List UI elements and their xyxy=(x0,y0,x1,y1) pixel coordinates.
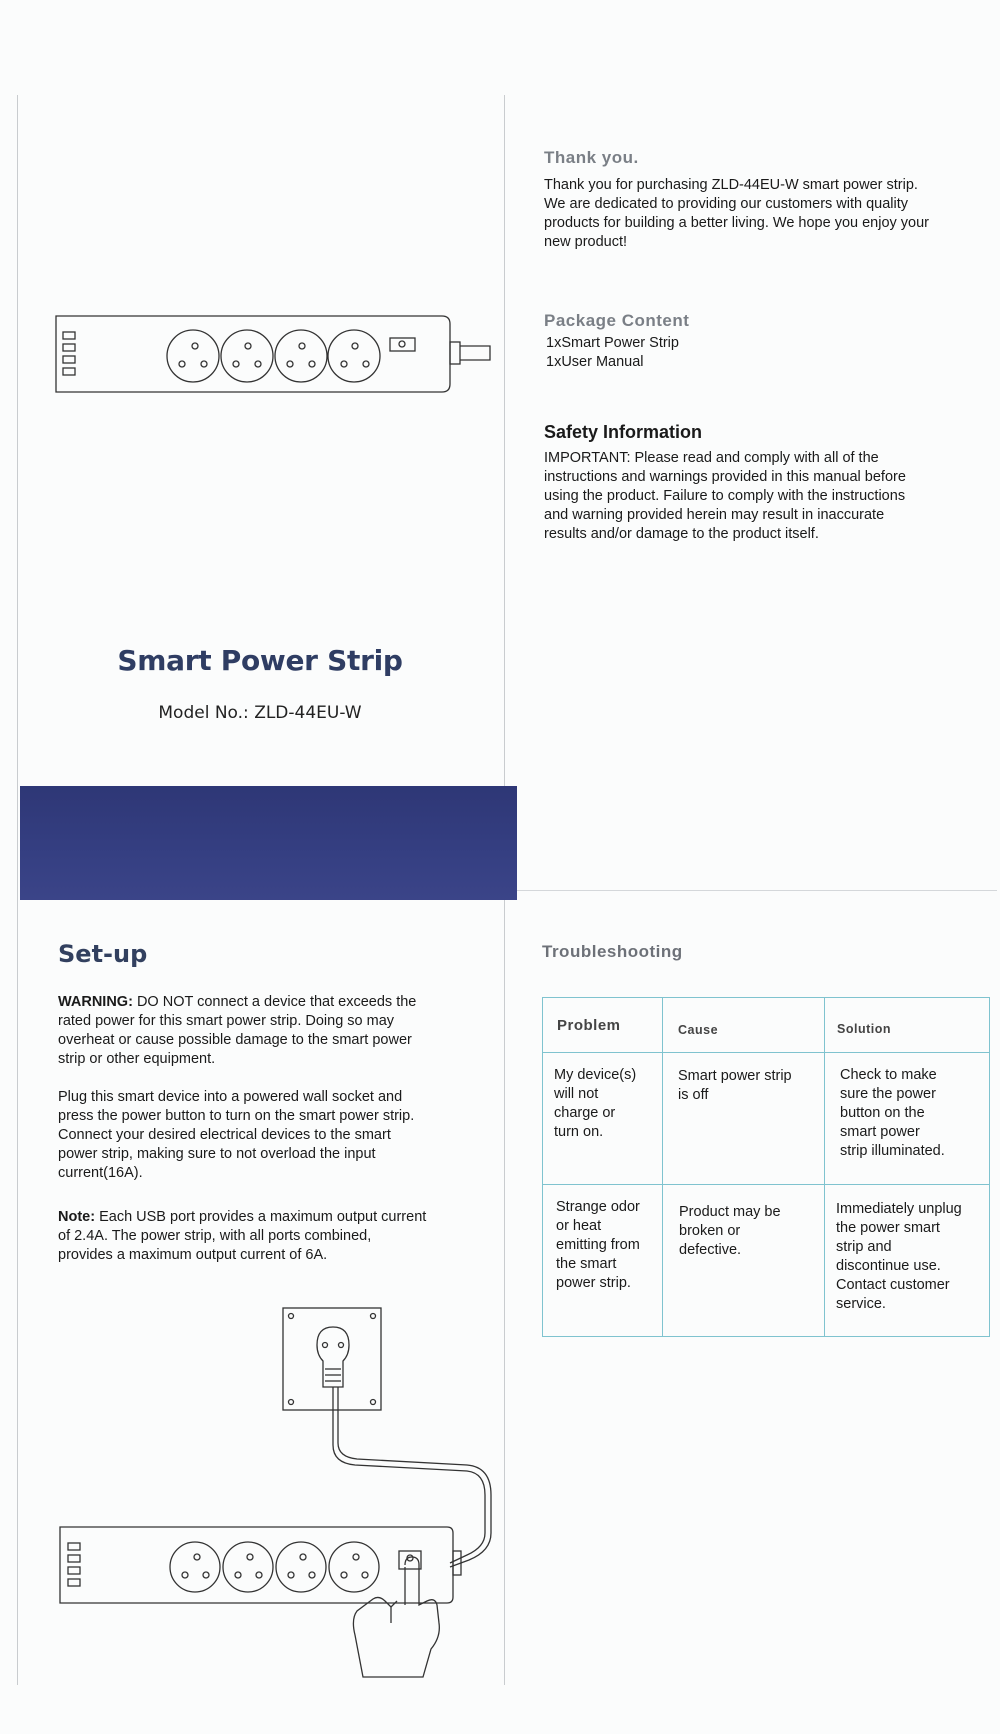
safety-line: IMPORTANT: Please read and comply with all of the xyxy=(544,450,879,466)
troubleshooting-heading: Troubleshooting xyxy=(542,942,683,961)
setup-illustration xyxy=(55,1305,500,1685)
thanks-heading: Thank you. xyxy=(544,148,639,167)
plug-line: Connect your desired electrical devices to the smart xyxy=(58,1127,391,1143)
note-line: provides a maximum output current of 6A. xyxy=(58,1247,328,1263)
cell-line: emitting from xyxy=(556,1237,640,1253)
setup-instructions xyxy=(58,1088,498,1183)
warning-line: rated power for this smart power strip. Doing so may xyxy=(58,1013,395,1029)
cell-line: strip and xyxy=(836,1239,892,1255)
troubleshooting-table xyxy=(542,997,990,1337)
cell-line: will not xyxy=(554,1086,599,1102)
note-line: Each USB port provides a maximum output current xyxy=(95,1209,427,1225)
cell-line: the smart xyxy=(556,1256,617,1272)
header-solution: Solution xyxy=(837,1022,891,1036)
thanks-line: new product! xyxy=(544,234,628,250)
cell-line: turn on. xyxy=(554,1124,604,1140)
setup-warning xyxy=(58,993,498,1069)
warning-line: DO NOT connect a device that exceeds the xyxy=(132,994,417,1010)
package-item: 1xSmart Power Strip xyxy=(546,335,679,351)
cell-line: broken or xyxy=(679,1223,741,1239)
cell-line: My device(s) xyxy=(554,1067,637,1083)
warning-label: WARNING: xyxy=(58,994,133,1010)
cell-line: smart power xyxy=(840,1124,920,1140)
cover-color-band xyxy=(20,786,517,900)
cell-line: or heat xyxy=(556,1218,602,1234)
cell-line: defective. xyxy=(679,1242,742,1258)
row2-problem xyxy=(556,1198,640,1293)
note-line: of 2.4A. The power strip, with all ports combined, xyxy=(58,1228,372,1244)
safety-line: results and/or damage to the product itself. xyxy=(544,526,819,542)
safety-heading: Safety Information xyxy=(544,422,703,442)
row1-cause xyxy=(678,1067,792,1105)
warning-line: strip or other equipment. xyxy=(58,1051,216,1067)
row1-solution xyxy=(840,1066,945,1161)
package-item: 1xUser Manual xyxy=(546,354,644,370)
cell-line: service. xyxy=(836,1296,886,1312)
cell-line: Product may be xyxy=(679,1204,781,1220)
row1-problem xyxy=(554,1066,636,1142)
cell-line: the power smart xyxy=(836,1220,940,1236)
header-cause: Cause xyxy=(678,1023,719,1037)
cell-line: Strange odor xyxy=(556,1199,640,1215)
cell-line: Contact customer xyxy=(836,1277,950,1293)
note-label: Note: xyxy=(58,1209,96,1225)
safety-line: using the product. Failure to comply with the instructions xyxy=(544,488,906,504)
cell-line: Smart power strip xyxy=(678,1068,792,1084)
cell-line: discontinue use. xyxy=(836,1258,941,1274)
package-heading: Package Content xyxy=(544,311,690,330)
cell-line: strip illuminated. xyxy=(840,1143,945,1159)
model-number: Model No.: ZLD-44EU-W xyxy=(158,703,362,723)
cell-line: is off xyxy=(678,1087,709,1103)
cell-line: charge or xyxy=(554,1105,616,1121)
safety-text xyxy=(544,449,906,544)
plug-line: power strip, making sure to not overload the input xyxy=(58,1146,376,1162)
power-strip-illustration xyxy=(50,312,495,397)
thanks-line: Thank you for purchasing ZLD-44EU-W smart power strip. xyxy=(544,177,918,193)
header-problem: Problem xyxy=(557,1017,621,1034)
setup-note xyxy=(58,1208,518,1265)
setup-heading: Set-up xyxy=(58,940,148,968)
fold-line-left xyxy=(17,95,18,1685)
package-list xyxy=(546,334,679,372)
row2-solution xyxy=(836,1200,962,1314)
thanks-text xyxy=(544,176,929,252)
plug-line: Plug this smart device into a powered wall socket and xyxy=(58,1089,403,1105)
cell-line: power strip. xyxy=(556,1275,631,1291)
cell-line: Check to make xyxy=(840,1067,937,1083)
cell-line: button on the xyxy=(840,1105,925,1121)
row2-cause xyxy=(679,1203,781,1260)
plug-line: press the power button to turn on the smart power strip. xyxy=(58,1108,415,1124)
plug-line: current(16A). xyxy=(58,1165,143,1181)
safety-line: instructions and warnings provided in this manual before xyxy=(544,469,906,485)
product-title: Smart Power Strip xyxy=(117,644,403,677)
fold-line-middle xyxy=(517,890,997,891)
cell-line: sure the power xyxy=(840,1086,936,1102)
cell-line: Immediately unplug xyxy=(836,1201,962,1217)
warning-line: overheat or cause possible damage to the smart power xyxy=(58,1032,412,1048)
safety-line: and warning provided herein may result in inaccurate xyxy=(544,507,885,523)
thanks-line: products for building a better living. We hope you enjoy your xyxy=(544,215,930,231)
thanks-line: We are dedicated to providing our customers with quality xyxy=(544,196,909,212)
